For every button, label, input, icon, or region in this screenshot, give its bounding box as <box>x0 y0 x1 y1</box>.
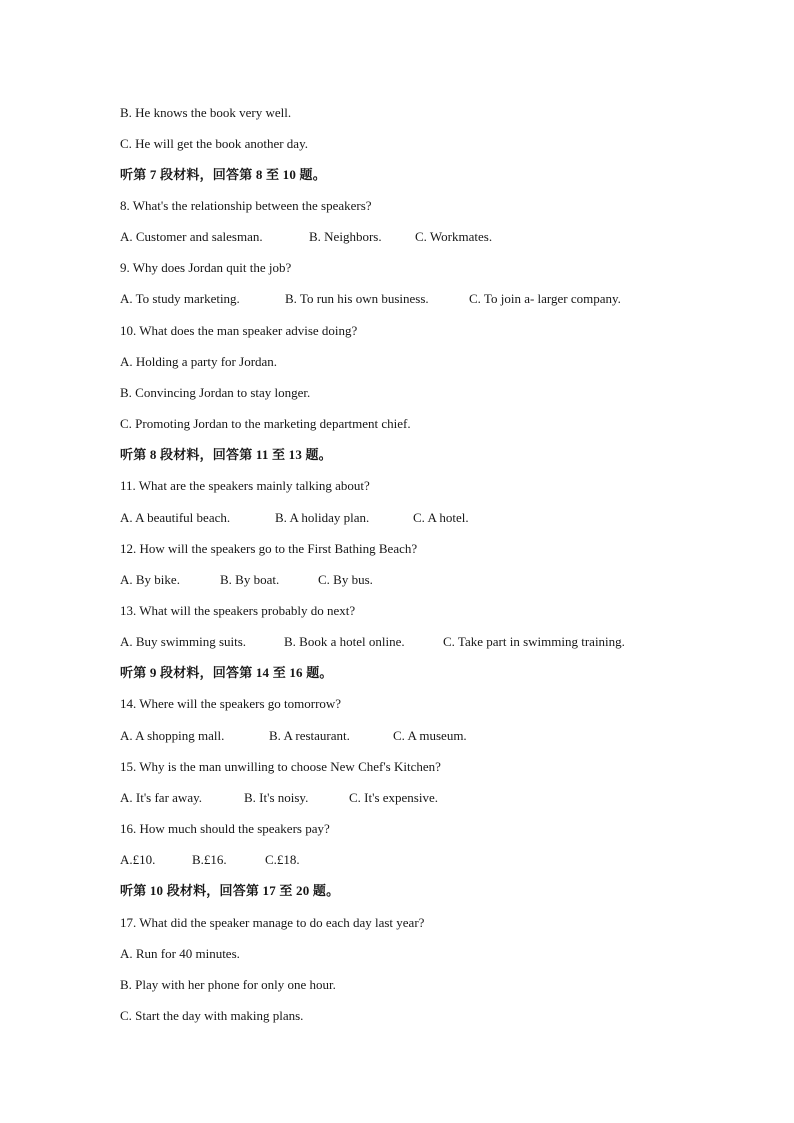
option-b: B. Book a hotel online. <box>284 634 405 650</box>
option-a: A.£10. <box>120 852 156 868</box>
question-stem: 15. Why is the man unwilling to choose New Chef's Kitchen? <box>120 758 441 774</box>
question-stem: 10. What does the man speaker advise doing? <box>120 322 358 338</box>
option-line: A. Run for 40 minutes. <box>120 945 240 961</box>
option-c: C. Take part in swimming training. <box>443 634 625 650</box>
options-row <box>120 626 680 657</box>
option-c: C.£18. <box>265 852 300 868</box>
option-b: B. Neighbors. <box>309 229 382 245</box>
option-line: C. He will get the book another day. <box>120 135 308 151</box>
question-stem: 11. What are the speakers mainly talking about? <box>120 478 370 494</box>
option-b: B.£16. <box>192 852 227 868</box>
section-heading: 听第 9 段材料，回答第 14 至 16 题。 <box>120 665 333 681</box>
option-c: C. Workmates. <box>415 229 493 245</box>
option-a: A. A shopping mall. <box>120 727 225 743</box>
question-stem: 8. What's the relationship between the speakers? <box>120 197 372 213</box>
option-a: A. It's far away. <box>120 789 202 805</box>
options-row <box>120 720 680 751</box>
option-c: C. A museum. <box>393 727 467 743</box>
option-a: A. Customer and salesman. <box>120 229 263 245</box>
option-c: C. A hotel. <box>413 509 469 525</box>
option-a: A. A beautiful beach. <box>120 509 231 525</box>
option-b: B. It's noisy. <box>244 789 309 805</box>
section-heading: 听第 7 段材料，回答第 8 至 10 题。 <box>120 166 326 182</box>
option-line: B. Play with her phone for only one hour. <box>120 976 336 992</box>
question-stem: 16. How much should the speakers pay? <box>120 821 330 837</box>
option-b: B. By boat. <box>220 571 280 587</box>
option-b: B. A holiday plan. <box>275 509 370 525</box>
option-line: C. Promoting Jordan to the marketing department chief. <box>120 416 411 432</box>
section-heading: 听第 8 段材料，回答第 11 至 13 题。 <box>120 447 332 463</box>
question-stem: 9. Why does Jordan quit the job? <box>120 260 292 276</box>
option-c: C. To join a- larger company. <box>469 291 621 307</box>
option-line: C. Start the day with making plans. <box>120 1008 304 1024</box>
option-a: A. By bike. <box>120 571 180 587</box>
option-c: C. It's expensive. <box>349 789 438 805</box>
options-row <box>120 283 680 314</box>
question-stem: 12. How will the speakers go to the First Bathing Beach? <box>120 540 418 556</box>
options-row <box>120 502 680 533</box>
options-row <box>120 844 680 875</box>
option-c: C. By bus. <box>318 571 373 587</box>
question-stem: 14. Where will the speakers go tomorrow? <box>120 696 342 712</box>
option-b: B. To run his own business. <box>285 291 429 307</box>
option-line: B. Convincing Jordan to stay longer. <box>120 384 311 400</box>
options-row <box>120 782 680 813</box>
option-line: B. He knows the book very well. <box>120 104 292 120</box>
option-a: A. Buy swimming suits. <box>120 634 247 650</box>
question-stem: 13. What will the speakers probably do next? <box>120 603 356 618</box>
option-a: A. To study marketing. <box>120 291 240 307</box>
options-row <box>120 221 680 252</box>
question-stem: 17. What did the speaker manage to do each day last year? <box>120 914 425 930</box>
option-b: B. A restaurant. <box>269 727 350 743</box>
listening-section <box>120 97 680 1032</box>
options-row <box>120 564 680 595</box>
section-heading: 听第 10 段材料，回答第 17 至 20 题。 <box>120 883 340 899</box>
option-line: A. Holding a party for Jordan. <box>120 353 278 369</box>
